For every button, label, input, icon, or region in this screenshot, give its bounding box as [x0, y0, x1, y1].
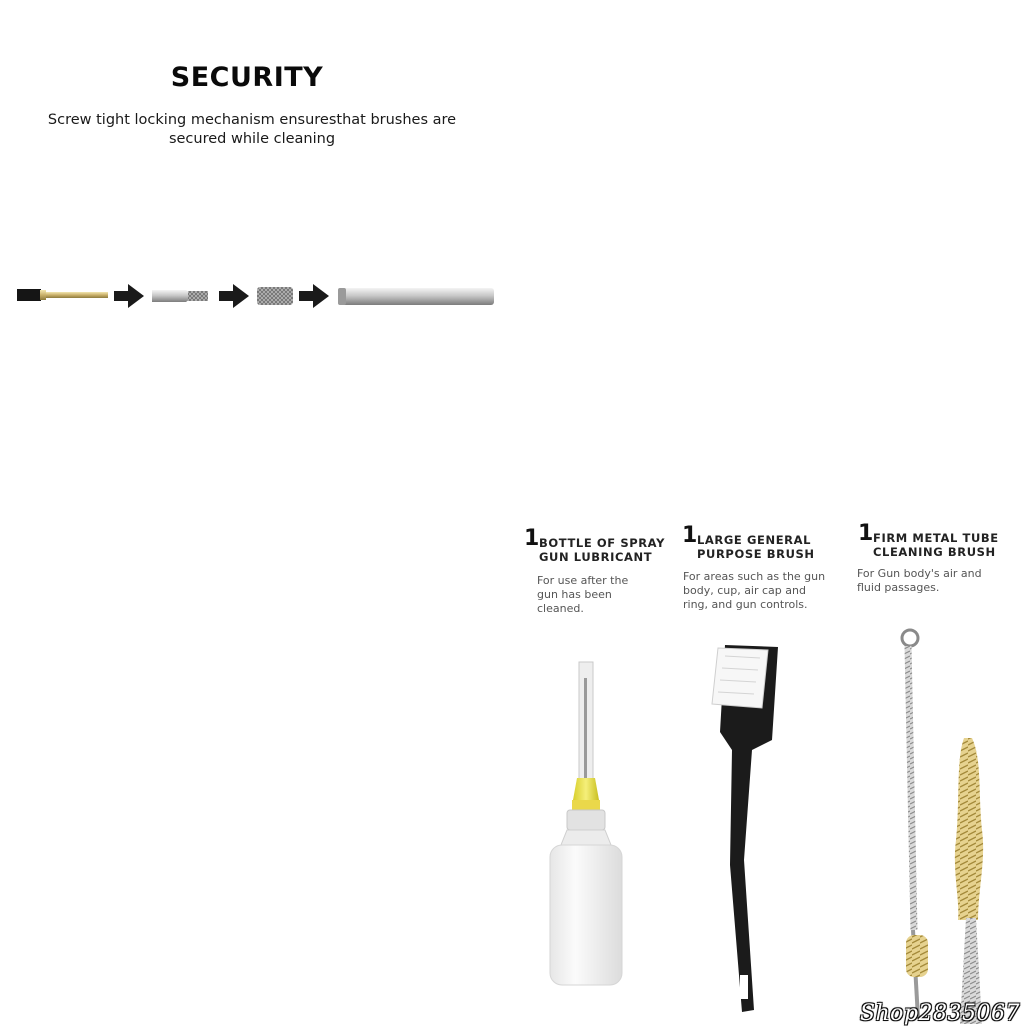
item-description — [683, 570, 843, 612]
item-description-line: For areas such as the gun — [683, 570, 826, 583]
security-description-line: secured while cleaning — [168, 131, 336, 147]
item-count: 1 — [682, 523, 698, 548]
arrow-right-icon — [299, 284, 329, 308]
item-heading-line: LARGE GENERAL — [697, 533, 812, 547]
item-description-line: fluid passages. — [857, 581, 940, 594]
arrow-right-icon — [219, 284, 249, 308]
item-heading-line: CLEANING BRUSH — [873, 545, 996, 559]
item-count: 1 — [858, 521, 874, 546]
item-heading-line: BOTTLE OF SPRAY — [539, 536, 666, 550]
item-description-line: body, cup, air cap and — [683, 584, 806, 597]
item-heading-line: FIRM METAL TUBE — [873, 531, 999, 545]
item-description-line: cleaned. — [537, 602, 584, 615]
item-heading-line: GUN LUBRICANT — [539, 550, 653, 564]
product-illustrations — [520, 620, 1024, 1024]
shop-watermark: Shop2835067 — [859, 1001, 1020, 1026]
connector-icon — [152, 290, 208, 302]
brush-tip-icon — [17, 289, 108, 301]
item-heading-line: PURPOSE BRUSH — [697, 547, 815, 561]
item-description — [537, 574, 667, 616]
security-title: SECURITY — [170, 62, 324, 93]
item-heading — [873, 531, 999, 559]
arrow-right-icon — [114, 284, 144, 308]
security-description-line: Screw tight locking mechanism ensuresthat brushes are — [47, 112, 457, 128]
item-count: 1 — [524, 526, 540, 551]
handle-tube-icon — [338, 288, 494, 305]
item-description-line: For Gun body's air and — [857, 567, 982, 580]
item-heading — [539, 536, 665, 564]
item-description-line: gun has been — [537, 588, 612, 601]
tube-brush-icon — [902, 630, 928, 1018]
brass-brush-icon — [955, 738, 983, 1024]
lubricant-bottle-icon — [550, 662, 622, 985]
assembly-sequence — [0, 270, 510, 330]
item-heading — [697, 533, 815, 561]
item-description — [857, 567, 1017, 595]
security-description — [30, 111, 474, 149]
knurled-nut-icon — [257, 287, 293, 305]
item-description-line: For use after the — [537, 574, 629, 587]
nylon-brush-icon — [712, 645, 778, 1012]
item-description-line: ring, and gun controls. — [683, 598, 808, 611]
